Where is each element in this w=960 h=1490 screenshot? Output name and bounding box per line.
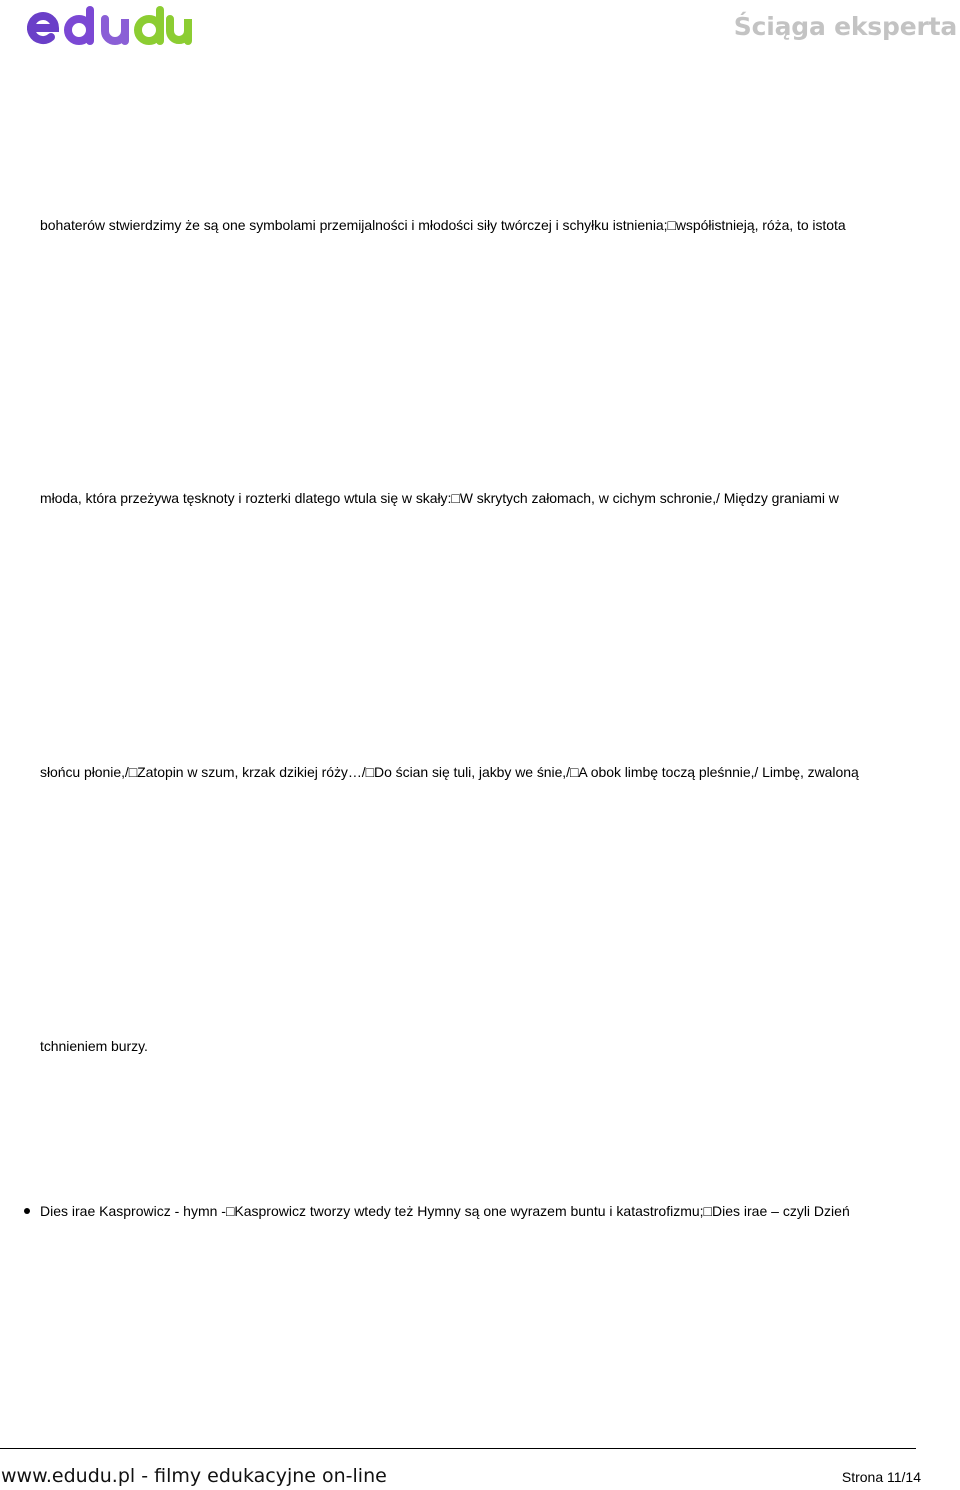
bullet-icon bbox=[24, 1208, 30, 1214]
edudu-logo[interactable] bbox=[27, 4, 192, 50]
text-line-4: tchnieniem burzy. bbox=[40, 1038, 148, 1054]
text-line-2: młoda, która przeżywa tęsknoty i rozterki dlatego wtula się w skały:□W skrytych załomach, w cichym schronie,/ Między graniami w bbox=[40, 490, 839, 506]
page-number: Strona 11/14 bbox=[841, 1469, 921, 1485]
list-item-text: Dies irae Kasprowicz - hymn -□Kasprowicz tworzy wtedy też Hymny są one wyrazem buntu i katastrofizmu;□Dies irae – czyli Dzień bbox=[40, 1203, 850, 1219]
header-tagline: Ściąga eksperta bbox=[733, 12, 957, 41]
text-line-3: słońcu płonie,/□Zatopin w szum, krzak dzikiej róży…/□Do ścian się tuli, jakby we śnie,/□A obok limbę toczą pleśnnie,/ Limbę, zwaloną bbox=[40, 764, 859, 780]
footer-divider bbox=[0, 1448, 916, 1449]
text-line-1: bohaterów stwierdzimy że są one symbolami przemijalności i młodości siły twórczej i schyłku istnienia;□współistnieją, róża, to istota bbox=[40, 217, 846, 233]
footer-site-link[interactable]: www.edudu.pl - filmy edukacyjne on-line bbox=[1, 1465, 387, 1487]
